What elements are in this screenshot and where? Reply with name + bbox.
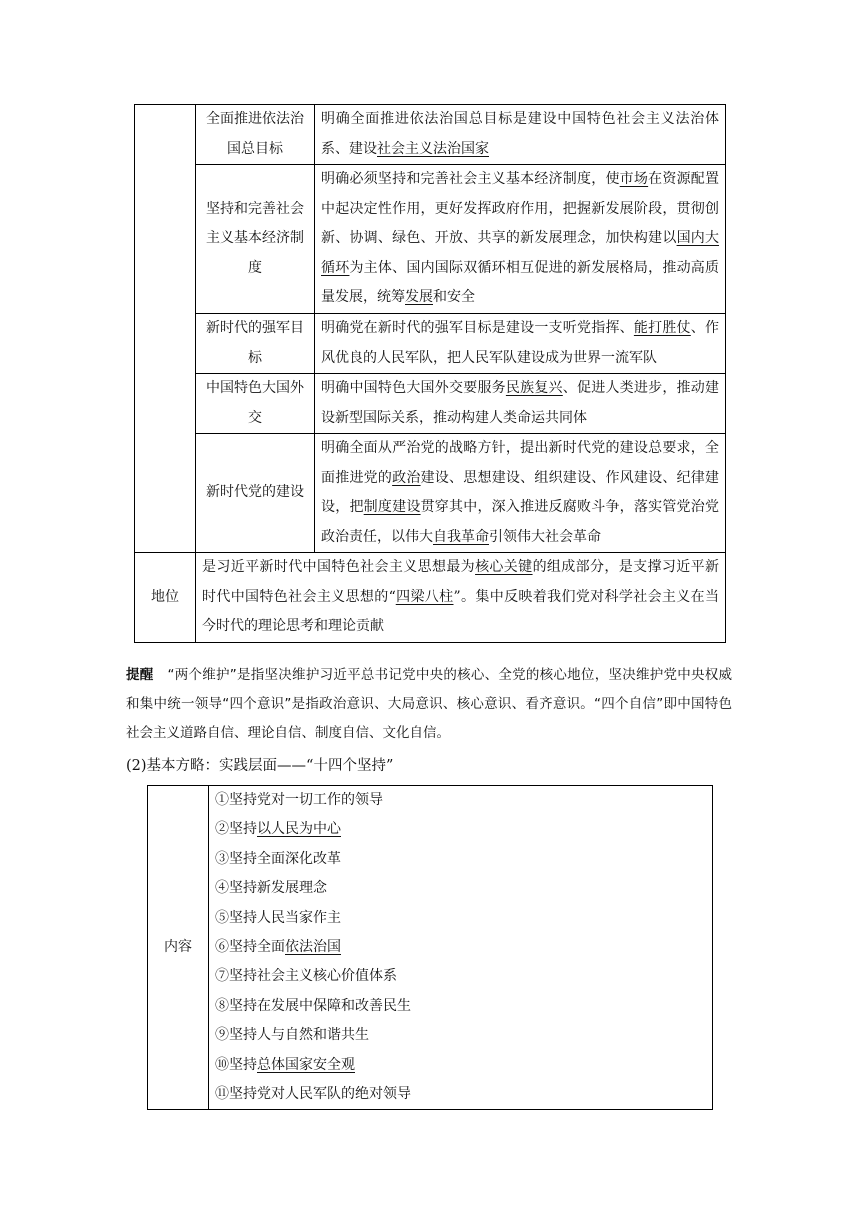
text-segment: ⑤坚持人民当家作主 xyxy=(215,909,341,926)
row-content xyxy=(315,165,726,314)
list-item xyxy=(215,815,706,844)
table-row xyxy=(135,553,726,643)
underlined-text: 民族复兴 xyxy=(505,380,563,396)
strategy-table xyxy=(147,785,713,1110)
list-item xyxy=(215,1021,706,1050)
table-row xyxy=(135,165,726,314)
theory-table xyxy=(134,104,726,643)
text-segment: 明确全面推进依法治国总目标是建设中国特色社会主义法治体系、建设 xyxy=(321,111,719,157)
list-item xyxy=(215,845,706,874)
text-segment: ③坚持全面深化改革 xyxy=(215,850,341,867)
text-segment: 的组成部分，是支撑习近平新时代中国特色社会主义思想的“ xyxy=(202,559,720,605)
remark-label: 提醒 xyxy=(126,667,154,683)
text-segment: 、作风优良的人民军队，把人民军队建设成为世界一流军队 xyxy=(321,320,720,366)
row-content xyxy=(315,434,726,553)
list-item xyxy=(215,904,706,933)
text-segment: 和安全 xyxy=(433,289,475,306)
underlined-text: 依法治国 xyxy=(285,938,341,955)
text-segment: 明确全面从严治党的战略方针，提出新时代党的建设总要求，全面推进党的 xyxy=(321,440,719,486)
row-content xyxy=(315,314,726,374)
list-item xyxy=(215,1051,706,1080)
underlined-text: 社会主义法治国家 xyxy=(377,140,489,157)
row-content xyxy=(315,374,726,434)
row-name: 全面推进依法治国总目标 xyxy=(196,105,315,165)
text-segment: ⑨坚持人与自然和谐共生 xyxy=(215,1027,369,1044)
remark-paragraph xyxy=(126,661,732,748)
text-segment: ⑧坚持在发展中保障和改善民生 xyxy=(215,997,411,1014)
text-segment: 引领伟大社会革命 xyxy=(489,528,601,545)
underlined-text: 核心关键 xyxy=(475,559,533,575)
table-row xyxy=(135,434,726,553)
content-label: 内容 xyxy=(148,786,209,1110)
list-item xyxy=(215,962,706,991)
underlined-text: 市场 xyxy=(619,171,649,188)
text-segment: 是习近平新时代中国特色社会主义思想最为 xyxy=(202,559,476,575)
text-segment: 为主体、国内国际双循环相互促进的新发展格局，推动高质量发展，统筹 xyxy=(321,259,720,306)
text-segment: 贯穿其中，深入推进反腐败斗争，落实管党治党政治责任，以伟大 xyxy=(321,499,720,545)
underlined-text: 制度建设 xyxy=(363,499,421,515)
table-row xyxy=(135,374,726,434)
text-segment: 建设、思想建设、组织建设、作风建设、纪律建设，把 xyxy=(321,469,720,515)
underlined-text: 以人民为中心 xyxy=(257,821,341,838)
underlined-text: 政治 xyxy=(392,469,421,486)
underlined-text: 能打胜仗 xyxy=(633,320,691,336)
underlined-text: 四梁八柱 xyxy=(395,588,454,605)
status-content xyxy=(196,553,726,643)
table-row xyxy=(135,105,726,165)
underlined-text: 自我革命 xyxy=(433,528,489,545)
text-segment: ⑩坚持 xyxy=(215,1056,257,1073)
underlined-text: 总体国家安全观 xyxy=(257,1056,355,1073)
strategy-list xyxy=(209,786,713,1110)
text-segment: 在资源配置中起决定性作用，更好发挥政府作用，把握新发展阶段，贯彻创新、协调、绿色、开放、共享的新发展理念，加快构建以 xyxy=(321,171,720,247)
row-content xyxy=(315,105,726,165)
list-item xyxy=(215,933,706,962)
row-name: 中国特色大国外交 xyxy=(196,374,315,434)
list-item xyxy=(215,786,706,815)
table-row xyxy=(148,786,713,1110)
text-segment: 明确党在新时代的强军目标是建设一支听党指挥、 xyxy=(321,320,634,336)
section-subheading: (2)基本方略：实践层面——“十四个坚持” xyxy=(126,758,394,774)
text-segment: ”。集中反映着我们党对科学社会主义在当今时代的理论思考和理论贡献 xyxy=(202,588,719,634)
list-item xyxy=(215,1080,706,1109)
text-segment: ⑥坚持全面 xyxy=(215,938,285,955)
text-segment: ④坚持新发展理念 xyxy=(215,880,327,897)
row-name: 新时代的强军目标 xyxy=(196,314,315,374)
underlined-text: 发展 xyxy=(405,289,433,306)
list-item xyxy=(215,874,706,903)
status-label: 地位 xyxy=(135,553,196,643)
text-segment: 明确必须坚持和完善社会主义基本经济制度，使 xyxy=(321,171,620,188)
underlined-text: 国内大循环 xyxy=(321,230,720,276)
text-segment: ①坚持党对一切工作的领导 xyxy=(215,792,383,808)
text-segment: 明确中国特色大国外交要服务 xyxy=(321,380,506,396)
list-item xyxy=(215,992,706,1021)
remark-text: “两个维护”是指坚决维护习近平总书记党中央的核心、全党的核心地位，坚决维护党中央权威和集中统一领导“四个意识”是指政治意识、大局意识、核心意识、看齐意识。“四个自信”即中国特色社会主义道路自信、理论自信、制度自信、文化自信。 xyxy=(126,667,732,741)
text-segment: ⑦坚持社会主义核心价值体系 xyxy=(215,968,397,985)
text-segment: ⑪坚持党对人民军队的绝对领导 xyxy=(215,1085,411,1102)
row-name: 坚持和完善社会主义基本经济制度 xyxy=(196,165,315,314)
text-segment: 、促进人类进步，推动建设新型国际关系，推动构建人类命运共同体 xyxy=(321,380,720,426)
table-row xyxy=(135,314,726,374)
text-segment: ②坚持 xyxy=(215,821,257,838)
group-cell xyxy=(135,105,196,553)
row-name: 新时代党的建设 xyxy=(196,434,315,553)
